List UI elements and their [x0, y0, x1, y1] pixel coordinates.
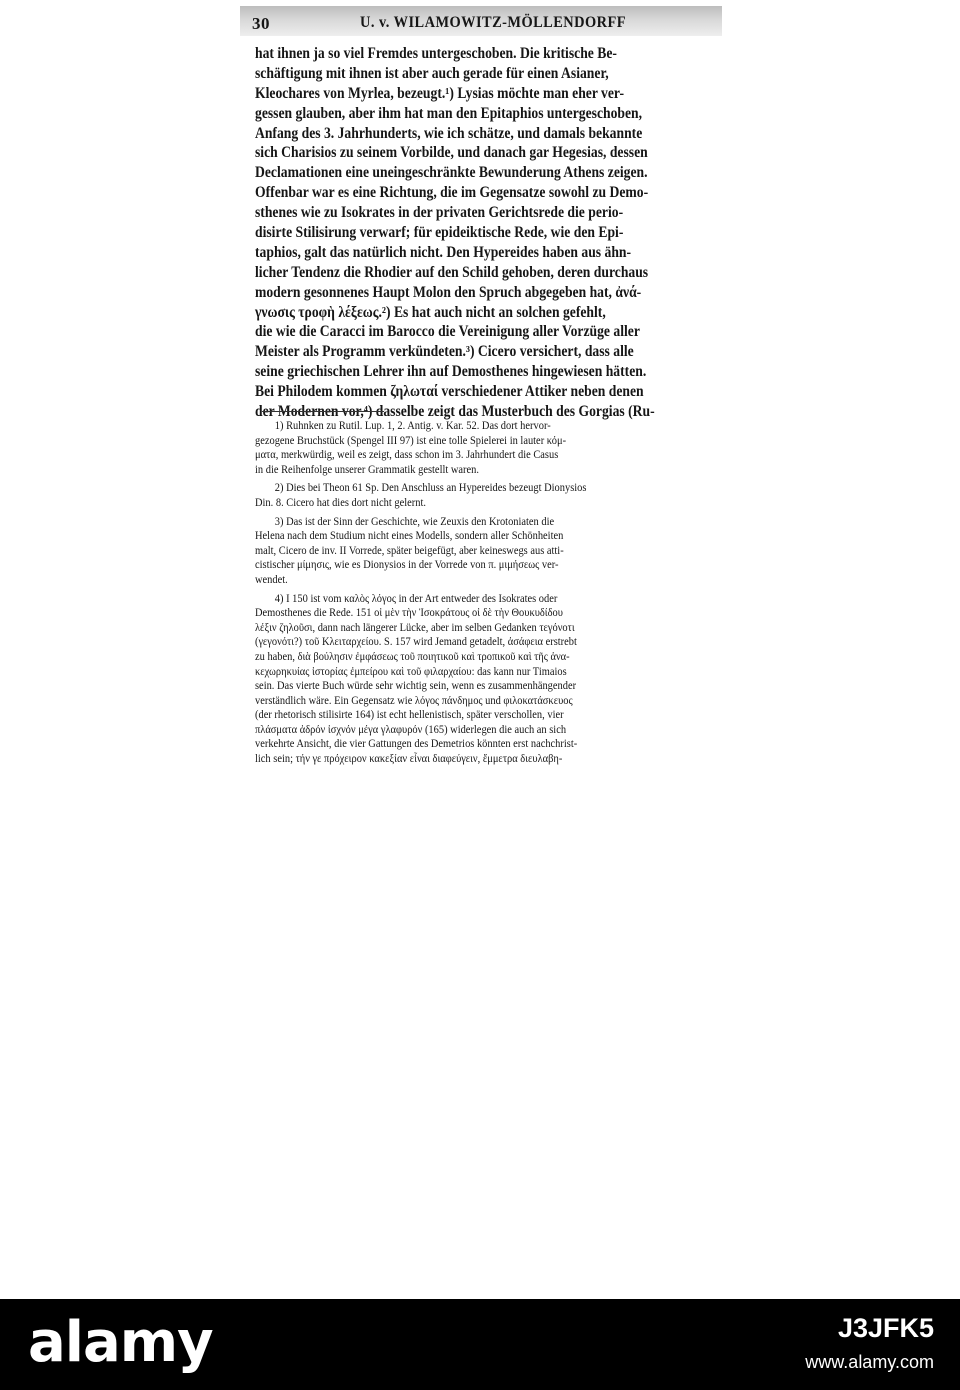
footnotes [255, 419, 721, 771]
body-line: schäftigung mit ihnen ist aber auch gerade für einen Asianer, [255, 64, 609, 82]
stock-banner [0, 1299, 960, 1390]
page-header [240, 6, 722, 36]
footnote-line: 1) Ruhnken zu Rutil. Lup. 1, 2. Antig. v. Kar. 52. Das dort hervor- [274, 419, 551, 432]
scanned-page [240, 6, 722, 798]
stock-url: www.alamy.com [805, 1352, 934, 1372]
body-line: sthenes wie zu Isokrates in der privaten Gerichtsrede die perio- [255, 204, 624, 222]
footnote [255, 419, 721, 477]
page-number: 30 [252, 14, 270, 33]
footnote-line: sein. Das vierte Buch würde sehr wichtig sein, wenn es zusammenhängender [255, 679, 577, 693]
footnote-line: λέξιν ζηλοῦσι, dann nach längerer Lücke, aber im selben Gedanken τεγόνοτι [255, 620, 575, 634]
footnote-line: Din. 8. Cicero hat dies dort nicht gelernt. [255, 495, 426, 509]
footnote-line: verkehrte Ansicht, die vier Gattungen des Demetrios könnten erst nachchrist- [255, 737, 578, 751]
footnote-line: (der rhetorisch stilisirte 164) ist echt hellenistisch, später verschollen, vier [255, 708, 564, 722]
footnote-line: zu haben, διὰ βούλησιν ἐμφάσεως τοῦ ποιητικοῦ καὶ τροπικοῦ καὶ τῆς ἀνα- [255, 649, 570, 663]
body-line: der Modernen vor,⁴) dasselbe zeigt das Musterbuch des Gorgias (Ru- [255, 403, 655, 421]
body-line: Kleochares von Myrlea, bezeugt.¹) Lysias möchte man eher ver- [255, 84, 625, 102]
footnote-line: Demosthenes die Rede. 151 οἱ μὲν τὴν Ἰσοκράτους οἱ δὲ τὴν Θουκυδίδου [255, 606, 563, 620]
footnote-line: κεχωρηκυίας ἱστορίας ἐμπείρου καὶ τοῦ φιλαρχαίου: das kann nur Timaios [255, 664, 567, 678]
body-line: gessen glauben, aber ihm hat man den Epitaphios untergeschoben, [255, 104, 643, 122]
running-head: U. v. WILAMOWITZ-MÖLLENDORFF [360, 14, 626, 31]
footnote-line: 2) Dies bei Theon 61 Sp. Den Anschluss an Hypereides bezeugt Dionysios [274, 481, 587, 495]
body-line: die wie die Caracci im Barocco die Vereinigung aller Vorzüge aller [255, 323, 640, 341]
footnote-line: cistischer μίμησις, wie es Dionysios in der Vorrede von π. μιμήσεως ver- [255, 558, 559, 572]
footnote-line: malt, Cicero de inv. II Vorrede, später beigefügt, aber keineswegs aus atti- [255, 543, 564, 557]
footnote [255, 592, 721, 767]
body-line: hat ihnen ja so viel Fremdes untergeschoben. Die kritische Be- [255, 45, 617, 62]
footnote [255, 515, 721, 588]
footnote-line: (γεγονότι?) τοῦ Κλειταρχείου. S. 157 wird Jemand getadelt, ἀσάφεια erstrebt [255, 635, 577, 649]
body-line: Offenbar war es eine Richtung, die im Gegensatze sowohl zu Demo- [255, 184, 649, 202]
footnote-divider [262, 411, 384, 412]
body-line: Anfang des 3. Jahrhunderts, wie ich schätze, und damals bekannte [255, 124, 643, 142]
footnote-line: 4) I 150 ist vom καλὸς λόγος in der Art entweder des Isokrates oder [274, 591, 558, 605]
body-line: disirte Stilisirung verwarf; für epideiktische Rede, wie den Epi- [255, 224, 624, 242]
body-line: Bei Philodem kommen ζηλωταί verschiedener Attiker neben denen [255, 383, 644, 401]
footnote-line: Helena nach dem Studium nicht eines Modells, sondern aller Schönheiten [255, 529, 564, 543]
body-line: seine griechischen Lehrer ihn auf Demosthenes hingewiesen hätten. [255, 363, 647, 381]
stock-image-code: J3JFK5 [837, 1313, 934, 1343]
footnote-line: πλάσματα ἁδρόν ἰσχνόν μέγα γλαφυρόν (165) widerlegen die auch an sich [255, 722, 567, 736]
footnote-line: verständlich wäre. Ein Gegensatz wie λόγος πάνδημος und φιλοκατάσκευος [255, 693, 573, 707]
body-line: sich Charisios zu seinem Vorbilde, und danach gar Hegesias, dessen [255, 144, 648, 162]
body-line: Declamationen eine uneingeschränkte Bewunderung Athens zeigen. [255, 164, 648, 182]
body-text [255, 44, 721, 422]
body-line: taphios, galt das natürlich nicht. Den Hypereides haben aus ähn- [255, 243, 632, 261]
footnote-line: ματα, merkwürdig, weil es zeigt, dass schon im 3. Jahrhundert die Casus [255, 448, 559, 462]
footnote-line: wendet. [255, 572, 288, 586]
stock-logo: alamy [28, 1310, 213, 1375]
footnote [255, 481, 721, 510]
body-line: γνωσις τροφὴ λέξεως.²) Es hat auch nicht an solchen gefehlt, [255, 303, 606, 321]
footnote-line: 3) Das ist der Sinn der Geschichte, wie Zeuxis den Krotoniaten die [274, 514, 555, 528]
body-line: modern gesonnenes Haupt Molon den Spruch abgegeben hat, ἀνά- [255, 283, 642, 301]
footnote-line: in die Reihenfolge unserer Grammatik gestellt waren. [255, 462, 479, 476]
footnote-line: lich sein; τήν γε πρόχειρον κακεξίαν εἶναι διαφεύγειν, ἔμμετρα διευλαβη- [255, 752, 563, 766]
body-line: Meister als Programm verkündeten.³) Cicero versichert, dass alle [255, 343, 634, 361]
footnote-line: gezogene Bruchstück (Spengel III 97) ist eine tolle Spielerei in lauter κόμ- [255, 433, 567, 447]
body-line: licher Tendenz die Rhodier auf den Schild gehoben, deren durchaus [255, 263, 649, 281]
